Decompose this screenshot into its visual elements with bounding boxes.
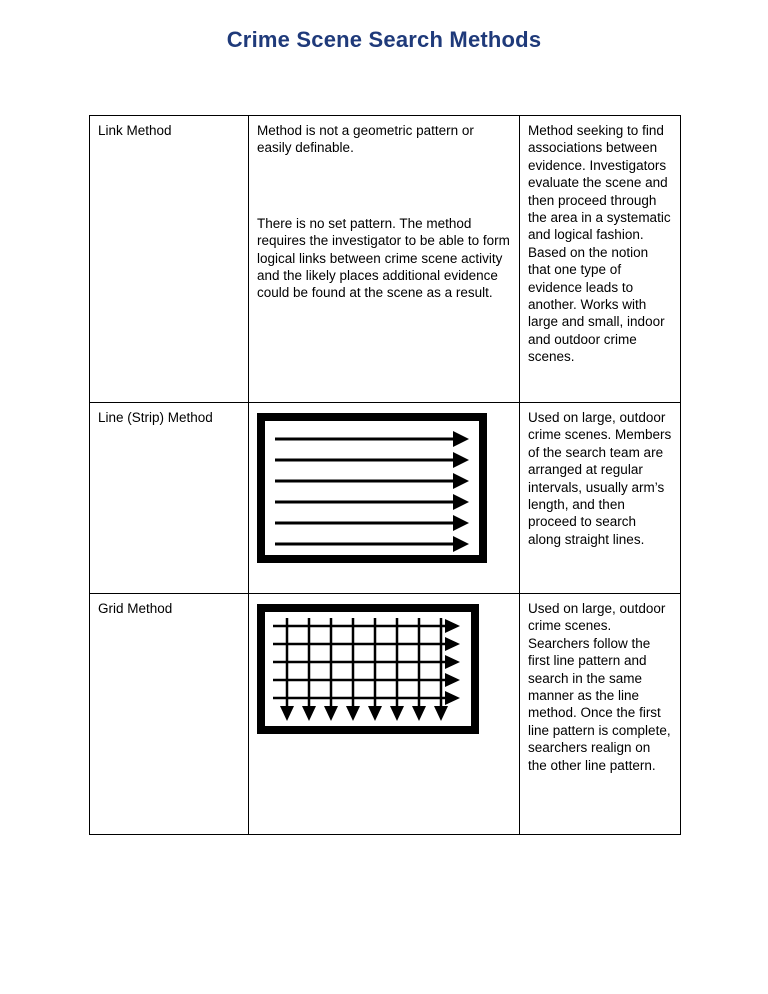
method-notes-text: Method seeking to find associations between evidence. Investigators evaluate the scene and then proceed through the area in a systematic and logical fashion. Based on the notion that one type of evidence leads to another. Works with large and small, indoor and outdoor crime scenes. bbox=[528, 123, 671, 365]
method-illustration-cell bbox=[249, 594, 520, 835]
method-name-cell bbox=[90, 116, 249, 403]
table-row bbox=[90, 403, 681, 594]
method-description-cell bbox=[249, 116, 520, 403]
paragraph-spacer bbox=[257, 157, 511, 215]
table-row bbox=[90, 116, 681, 403]
method-notes-cell bbox=[520, 594, 681, 835]
method-illustration-cell bbox=[249, 403, 520, 594]
method-name-label: Link Method bbox=[98, 123, 172, 138]
page-title: Crime Scene Search Methods bbox=[226, 27, 542, 52]
method-notes-cell bbox=[520, 116, 681, 403]
method-notes-text: Used on large, outdoor crime scenes. Members of the search team are arranged at regular intervals, usually arm’s length, and then proceed to search along straight lines. bbox=[528, 410, 672, 547]
search-methods-table-wrapper bbox=[89, 115, 680, 835]
method-name-label: Line (Strip) Method bbox=[98, 410, 213, 425]
method-notes-cell bbox=[520, 403, 681, 594]
search-methods-table bbox=[89, 115, 681, 835]
method-description-paragraph-1: Method is not a geometric pattern or easily definable. bbox=[257, 123, 474, 156]
method-description-paragraph-2: There is no set pattern. The method requires the investigator to be able to form logical links between crime scene activity and the likely places additional evidence could be found at the scene as a result. bbox=[257, 215, 510, 301]
method-name-label: Grid Method bbox=[98, 601, 173, 616]
method-name-cell bbox=[90, 594, 249, 835]
table-row bbox=[90, 594, 681, 835]
grid-diagram-icon bbox=[257, 604, 479, 734]
line-strip-diagram-icon bbox=[257, 413, 487, 563]
method-name-cell bbox=[90, 403, 249, 594]
method-notes-text: Used on large, outdoor crime scenes. Searchers follow the first line pattern and search in the same manner as the line method. Once the first line pattern is complete, searchers realign on the other line pattern. bbox=[528, 601, 671, 773]
